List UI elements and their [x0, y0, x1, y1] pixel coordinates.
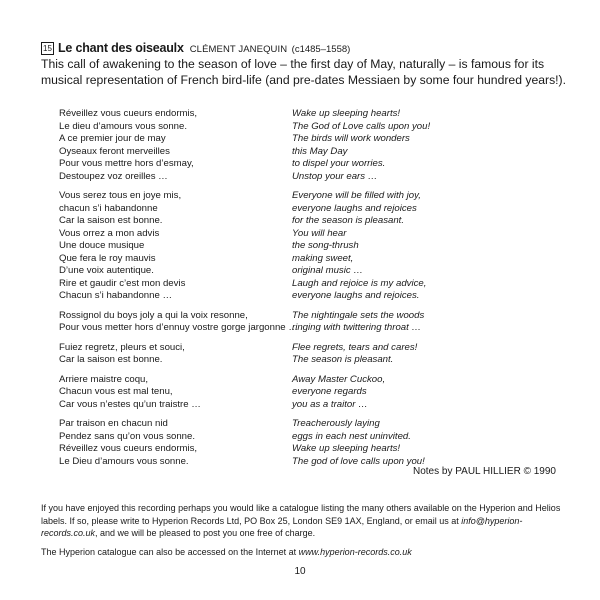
french-line: Oyseaux feront merveilles — [59, 145, 170, 157]
english-line: for the season is pleasant. — [292, 215, 404, 226]
french-line: Car la saison est bonne. — [59, 215, 163, 226]
english-line: The god of love calls upon you! — [292, 455, 425, 467]
lyric-line — [59, 171, 459, 184]
stanza — [59, 418, 459, 468]
english-line: You will hear — [292, 227, 347, 239]
lyric-line — [59, 121, 459, 134]
french-line: Le Dieu d’amours vous sonne. — [59, 455, 189, 467]
lyric-line — [59, 342, 459, 355]
english-line: the song-thrush — [292, 240, 359, 251]
french-line: Le dieu d’amours vous sonne. — [59, 120, 187, 132]
lyric-line — [59, 158, 459, 171]
page-number: 10 — [294, 566, 306, 577]
french-line: Chacun s’i habandonne … — [59, 290, 173, 301]
english-line: this May Day — [292, 145, 348, 157]
piece-title: Le chant des oiseaulx — [58, 41, 184, 55]
english-line: Away Master Cuckoo, — [292, 373, 386, 385]
lyric-line — [59, 399, 459, 412]
lyrics-section — [59, 108, 459, 475]
english-line: Everyone will be filled with joy, — [292, 190, 421, 201]
french-line: Réveillez vous cueurs endormis, — [59, 108, 198, 119]
lyric-line — [59, 290, 459, 303]
french-line: Chacun vous est mal tenu, — [59, 386, 173, 397]
lyric-line — [59, 374, 459, 387]
french-line: Rire et gaudir c’est mon devis — [59, 277, 186, 289]
lyric-line — [59, 386, 459, 399]
french-line: chacun s’i habandonne — [59, 202, 158, 214]
english-line: Wake up sleeping hearts! — [292, 443, 401, 454]
english-line: everyone regards — [292, 386, 367, 397]
english-line: ringing with twittering throat … — [292, 322, 422, 333]
french-line: Rossignol du boys joly a qui la voix resonne, — [59, 309, 248, 321]
english-line: Flee regrets, tears and cares! — [292, 341, 418, 353]
french-line: Pour vous mettre hors d’esmay, — [59, 158, 194, 169]
lyric-line — [59, 265, 459, 278]
english-line: Laugh and rejoice is my advice, — [292, 277, 427, 289]
french-line: Pour vous metter hors d’ennuy vostre gorge jargonne … — [59, 322, 298, 333]
english-line: The season is pleasant. — [292, 354, 394, 365]
english-line: original music … — [292, 265, 363, 276]
lyric-line — [59, 228, 459, 241]
french-line: Pendez sans qu’on vous sonne. — [59, 430, 196, 442]
lyric-line — [59, 190, 459, 203]
stanza — [59, 108, 459, 183]
lyric-line — [59, 240, 459, 253]
french-line: A ce premier jour de may — [59, 133, 166, 144]
french-line: Car vous n’estes qu’un traistre … — [59, 398, 201, 410]
english-line: The nightingale sets the woods — [292, 309, 425, 321]
lyric-line — [59, 310, 459, 323]
composer-dates: (c1485–1558) — [291, 44, 351, 55]
lyric-line — [59, 203, 459, 216]
english-line: making sweet, — [292, 252, 354, 264]
lyric-line — [59, 133, 459, 146]
english-line: The God of Love calls upon you! — [292, 120, 431, 132]
lyric-line — [59, 253, 459, 266]
lyric-line — [59, 456, 459, 469]
french-line: Vous orrez a mon advis — [59, 227, 160, 239]
website-text: The Hyperion catalogue can also be accessed on the Internet at — [41, 547, 299, 557]
english-line: The birds will work wonders — [292, 133, 410, 144]
track-number-badge: 15 — [41, 42, 54, 55]
french-line: Car la saison est bonne. — [59, 354, 163, 365]
english-line: Wake up sleeping hearts! — [292, 108, 401, 119]
lyric-line — [59, 322, 459, 335]
website-link[interactable]: www.hyperion-records.co.uk — [298, 547, 412, 557]
english-line: Unstop your ears … — [292, 170, 378, 182]
french-line: Réveillez vous cueurs endormis, — [59, 443, 198, 454]
english-line: everyone laughs and rejoices. — [292, 290, 420, 301]
website-paragraph — [41, 546, 571, 559]
lyric-line — [59, 443, 459, 456]
lyric-line — [59, 431, 459, 444]
lyric-line — [59, 354, 459, 367]
catalogue-text: If you have enjoyed this recording perhaps you would like a catalogue listing the many others available on the Hyperion and Helios labels. If so, please write to Hyperion Records Ltd, PO Box 25, London SE9 1AX, England, or email us at — [41, 503, 561, 526]
catalogue-paragraph — [41, 502, 571, 540]
stanza — [59, 310, 459, 335]
stanza — [59, 190, 459, 303]
composer-name: CLÉMENT JANEQUIN — [189, 44, 288, 55]
french-line: Une douce musique — [59, 240, 145, 251]
stanza — [59, 342, 459, 367]
english-line: eggs in each nest uninvited. — [292, 430, 411, 442]
lyric-line — [59, 215, 459, 228]
french-line: Arriere maistre coqu, — [59, 373, 149, 385]
email-link[interactable]: info@hyperion-records.co.uk — [41, 515, 523, 538]
english-line: to dispel your worries. — [292, 158, 386, 169]
english-line: everyone laughs and rejoices — [292, 202, 417, 214]
french-line: Que fera le roy mauvis — [59, 252, 156, 264]
english-line: Treacherously laying — [292, 418, 380, 429]
french-line: Vous serez tous en joye mis, — [59, 190, 182, 201]
stanza — [59, 374, 459, 412]
french-line: D’une voix autentique. — [59, 265, 154, 276]
track-heading — [41, 40, 350, 58]
intro-paragraph: This call of awakening to the season of love – the first day of May, naturally – is famous for its musical representation of French bird-life (and pre-dates Messiaen by some four hundred years!). — [41, 57, 566, 87]
lyric-line — [59, 108, 459, 121]
french-line: Fuiez regretz, pleurs et souci, — [59, 341, 185, 353]
french-line: Destoupez voz oreilles … — [59, 170, 168, 182]
french-line: Par traison en chacun nid — [59, 418, 168, 429]
notes-credit: Notes by PAUL HILLIER © 1990 — [413, 466, 556, 477]
lyric-line — [59, 146, 459, 159]
catalogue-text-tail: , and we will be pleased to post you one free of charge. — [95, 528, 316, 538]
lyric-line — [59, 418, 459, 431]
english-line: you as a traitor … — [292, 398, 368, 410]
lyric-line — [59, 278, 459, 291]
